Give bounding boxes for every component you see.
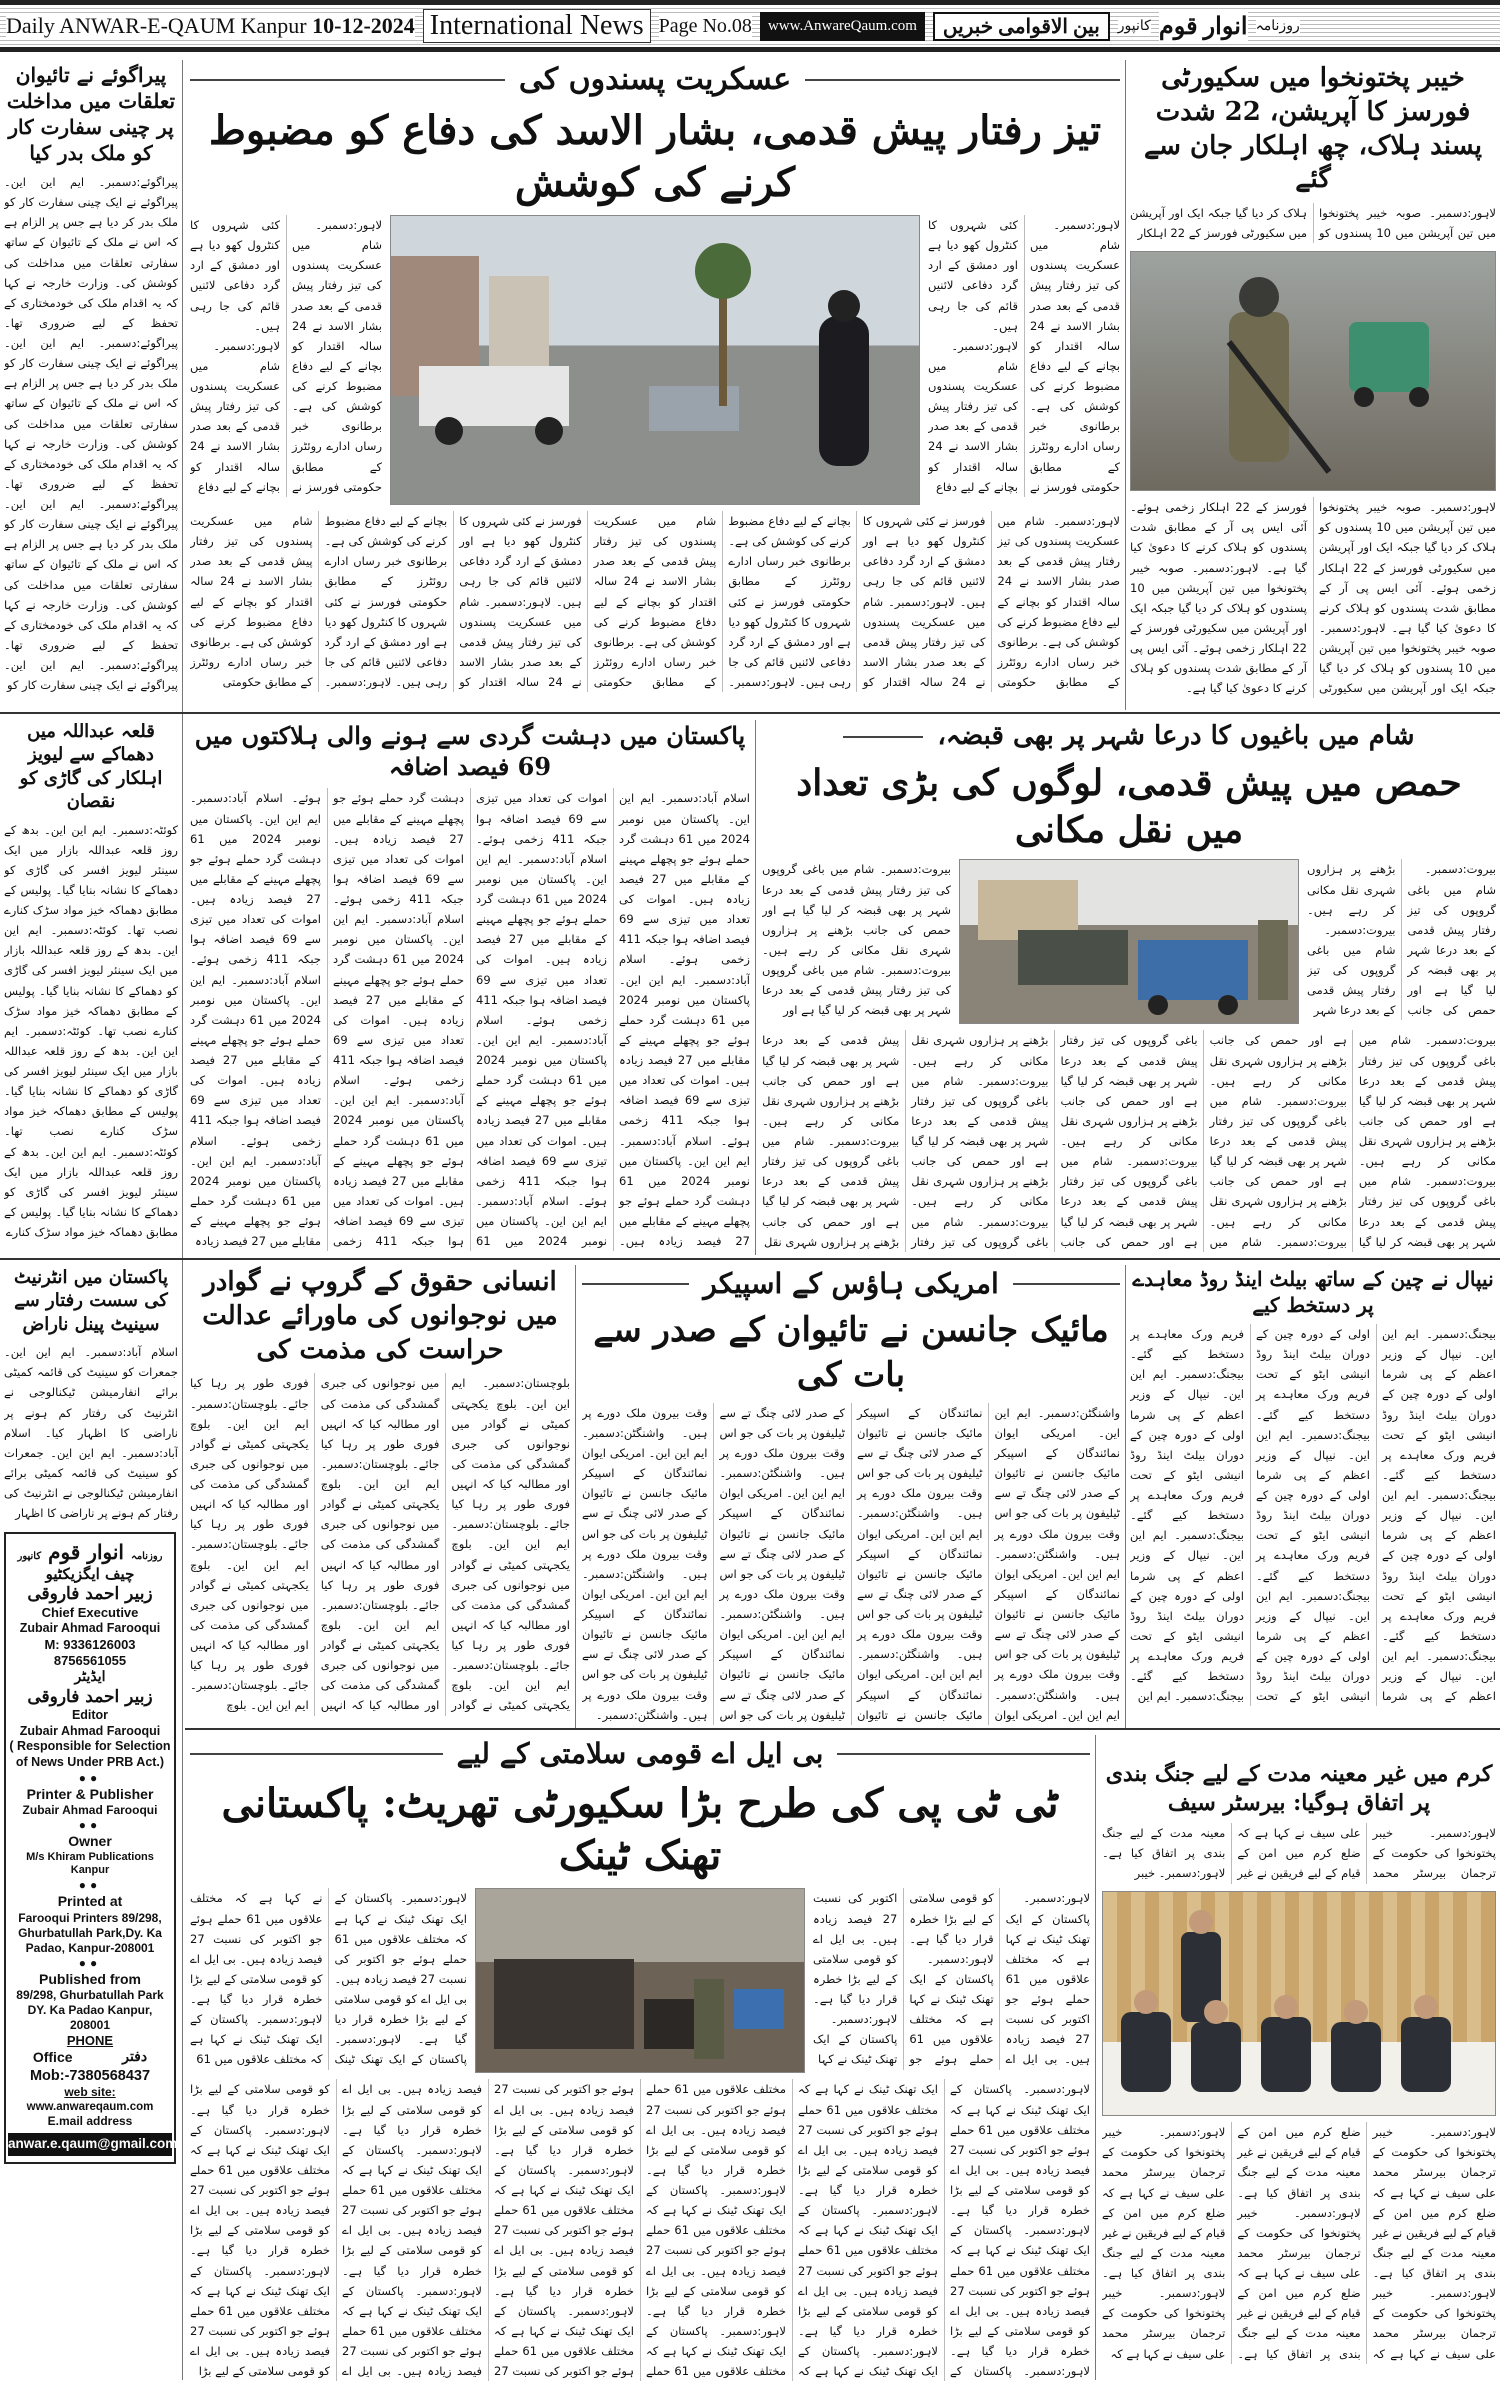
printer-name: Zubair Ahmad Farooqui [22,1803,158,1818]
headline: نیپال نے چین کے ساتھ بیلٹ اینڈ روڈ معاہدے پر دستخط کیے [1132,1267,1494,1317]
daily-urdu: روزنامہ [1255,18,1300,34]
city-urdu: کانپور [1117,18,1151,34]
story-body: لاہور:دسمبر۔ صوبہ خیبر پختونخوا میں تین آپریشن میں 10 پسندوں کو ہلاک کر دیا گیا جبکہ ایک اور آپریشن میں سکیورٹی فورسز کے 22 اہلکار [1130,206,1496,241]
story-body: لاہور:دسمبر۔ خیبر پختونخوا کی حکومت کے ترجمان بیرسٹر محمد علی سیف نے کہا ہے کہ ضلع کرم میں امن کے قیام کے لیے فریقین نے غیر معینہ مدت کے لیے جنگ بندی پر اتفاق کیا ہے۔ لاہور:دسمبر۔ خیبر [1102,1826,1496,1881]
section-title: International News [423,9,651,43]
soldier-photo [1130,251,1496,491]
office-label-urdu: دفتر [122,2049,148,2066]
story-paraguay [4,62,178,707]
story-homs [762,720,1496,1255]
headline: انسانی حقوق کے گروپ نے گوادر میں نوجوانوں کی ماورائے عدالت حراست کی مذمت کی [202,1267,558,1365]
burnt-truck-photo [475,1888,805,2073]
story-gwadar-rights [190,1266,570,1726]
printer-label: Printer & Publisher [26,1785,154,1802]
headline: قلعہ عبداللہ میں دھماکے سے لیویز اہلکار کی گاڑی کو نقصان [19,721,163,813]
story-body: کوئٹہ:دسمبر۔ ایم این این۔ بدھ کے روز قلعہ عبداللہ بازار میں ایک سینئر لیویز افسر کی گاڑی کو دھماکے کا نشانہ بنایا گیا۔ پولیس کے مطابق دھماکہ خیز مواد سڑک کنارے نصب تھا۔ کوئٹہ:دسمبر۔ ایم این این۔ بدھ کے روز قلعہ عبداللہ بازار میں ایک سینئر لیویز افسر کی گاڑی کو دھماکے کا نشانہ بنایا گیا۔ پولیس کے مطابق دھماکہ خیز مواد سڑک کنارے نصب تھا۔ کوئٹہ:دسمبر۔ ایم این این۔ بدھ کے روز قلعہ عبداللہ بازار میں ایک سینئر لیویز افسر کی گاڑی کو دھماکے کا نشانہ بنایا گیا۔ پولیس کے مطابق دھماکہ خیز مواد سڑک کنارے نصب تھا۔ کوئٹہ:دسمبر۔ ایم این این۔ بدھ کے روز قلعہ عبداللہ بازار میں ایک سینئر لیویز افسر کی گاڑی کو دھماکے کا نشانہ بنایا گیا۔ پولیس کے مطابق دھماکہ خیز مواد سڑک کنارے [4,822,178,1240]
masthead-website[interactable]: www.anwareqaum.com [26,2101,154,2113]
website: www.AnwareQaum.com [760,12,925,41]
kicker: بی ایل اے قومی سلامتی کے لیے [456,1737,824,1770]
page-number: Page No.08 [658,14,752,37]
headline: حمص میں پیش قدمی، لوگوں کی بڑی تعداد میں نقل مکانی [796,761,1462,851]
story-body: بیجنگ:دسمبر۔ ایم این این۔ نیپال کے وزیر اعظم کے پی شرما اولی کے دورہ چین کے دوران بیلٹ اینڈ روڈ انیشی ایٹو کے تحت فریم ورک معاہدے پر دستخط کیے گئے۔ بیجنگ:دسمبر۔ ایم این این۔ نیپال کے وزیر اعظم کے پی شرما اولی کے دورہ چین کے دوران بیلٹ اینڈ روڈ انیشی ایٹو کے تحت فریم ورک معاہدے پر دستخط کیے گئے۔ بیجنگ:دسمبر۔ ایم این این۔ نیپال کے وزیر اعظم کے پی شرما اولی کے دورہ چین کے دوران بیلٹ اینڈ روڈ انیشی ایٹو کے تحت فریم ورک معاہدے پر دستخط کیے گئے۔ بیجنگ:دسمبر۔ ایم این این۔ نیپال کے وزیر اعظم کے پی شرما اولی کے دورہ چین کے دوران بیلٹ اینڈ روڈ انیشی ایٹو کے تحت فریم ورک معاہدے پر دستخط کیے گئے۔ بیجنگ:دسمبر۔ ایم این این۔ نیپال کے وزیر اعظم کے پی شرما اولی کے دورہ چین کے دوران بیلٹ اینڈ روڈ انیشی ایٹو کے تحت فریم ورک معاہدے پر دستخط کیے گئے۔ بیجنگ:دسمبر۔ ایم این این۔ نیپال کے وزیر اعظم کے پی شرما اولی کے دورہ چین کے دوران بیلٹ اینڈ روڈ انیشی ایٹو کے تحت فریم ورک معاہدے پر دستخط کیے گئے۔ بیجنگ:دسمبر۔ ایم این این۔ نیپال کے وزیر اعظم کے پی شرما اولی کے دورہ چین کے دوران بیلٹ اینڈ روڈ انیشی ایٹو کے تحت فریم ورک معاہدے پر دستخط کیے گئے۔ بیجنگ:دسمبر۔ ایم این [1130,1327,1496,1704]
headline: تیز رفتار پیش قدمی، بشار الاسد کی دفاع کو مضبوط کرنے کی کوشش [208,107,1102,206]
name-urdu: زبیر احمد فاروقی [27,1583,153,1604]
editor-urdu: ایڈیٹر [74,1669,106,1686]
story-syria-assad [190,60,1120,710]
story-body: لاہور:دسمبر۔ صوبہ خیبر پختونخوا میں تین آپریشن میں 10 پسندوں کو ہلاک کر دیا گیا جبکہ ایک اور آپریشن میں سکیورٹی فورسز کے 22 اہلکار زخمی ہوئے۔ آئی ایس پی آر کے مطابق شدت پسندوں کو ہلاک کرنے کا دعویٰ کیا گیا ہے۔ لاہور:دسمبر۔ صوبہ خیبر پختونخوا میں تین آپریشن میں 10 پسندوں کو ہلاک کر دیا گیا جبکہ ایک اور آپریشن میں سکیورٹی فورسز کے 22 اہلکار زخمی ہوئے۔ آئی ایس پی آر کے مطابق شدت پسندوں کو ہلاک کرنے کا دعویٰ کیا گیا ہے۔ لاہور:دسمبر۔ صوبہ خیبر پختونخوا میں تین آپریشن میں 10 پسندوں کو ہلاک کر دیا گیا جبکہ ایک اور آپریشن میں سکیورٹی فورسز کے 22 اہلکار زخمی ہوئے۔ آئی ایس پی آر کے مطابق شدت پسندوں کو ہلاک کرنے کا دعویٰ کیا گیا ہے۔ [1130,500,1496,696]
story-body: لاہور:دسمبر۔ خیبر پختونخوا کی حکومت کے ترجمان بیرسٹر محمد علی سیف نے کہا ہے کہ ضلع کرم میں امن کے قیام کے لیے فریقین نے غیر معینہ مدت کے لیے جنگ بندی پر اتفاق کیا ہے۔ لاہور:دسمبر۔ خیبر پختونخوا کی حکومت کے ترجمان بیرسٹر محمد علی سیف نے کہا ہے کہ ضلع کرم میں امن کے قیام کے لیے فریقین نے غیر معینہ مدت کے لیے جنگ بندی پر اتفاق کیا ہے۔ لاہور:دسمبر۔ خیبر پختونخوا کی حکومت کے ترجمان بیرسٹر محمد علی سیف نے کہا ہے کہ ضلع کرم میں امن کے قیام کے لیے فریقین نے غیر معینہ مدت کے لیے جنگ بندی پر اتفاق کیا ہے۔ لاہور:دسمبر۔ خیبر پختونخوا کی حکومت کے ترجمان بیرسٹر محمد علی سیف نے کہا ہے کہ ضلع کرم میں امن کے قیام کے لیے فریقین نے غیر معینہ مدت کے لیے جنگ بندی پر اتفاق کیا ہے۔ لاہور:دسمبر۔ خیبر پختونخوا کی حکومت کے ترجمان بیرسٹر محمد علی سیف نے کہا ہے کہ [1102,2125,1496,2361]
story-khyber-operation [1130,62,1496,707]
story-body: لاہور:دسمبر۔ پاکستان کے ایک تھنک ٹینک نے کہا ہے کہ مختلف علاقوں میں 61 حملے ہوئے جو اکتوبر کی نسبت 27 فیصد زیادہ ہیں۔ بی ایل اے کو قومی سلامتی کے لیے بڑا خطرہ قرار دیا گیا ہے۔ لاہور:دسمبر۔ پاکستان کے ایک تھنک ٹینک نے کہا ہے کہ مختلف علاقوں میں 61 حملے ہوئے جو اکتوبر کی نسبت 27 فیصد زیادہ ہیں۔ بی ایل اے کو قومی سلامتی کے لیے بڑا خطرہ قرار دیا گیا ہے۔ لاہور:دسمبر۔ پاکستان کے ایک تھنک ٹینک نے کہا ہے کہ مختلف علاقوں میں 61 [190,1891,467,2067]
chief-exec-urdu: چیف ایگزیکٹیو [45,1565,135,1583]
page-header [0,0,1500,52]
separator-dots: ●● [78,1878,102,1893]
headline: پیراگوئے نے تائیوان تعلقات میں مداخلت پر چینی سفارت کار کو ملک بدر کیا [6,63,176,165]
separator-dots: ●● [78,1955,102,1970]
street-photo [390,215,920,505]
headline: پاکستان میں انٹرنیٹ کی سست رفتار سے سینیٹ پینل ناراض [13,1267,169,1335]
headline: کرم میں غیر معینہ مدت کے لیے جنگ بندی پر اتفاق ہوگیا: بیرسٹر سیف [1105,1761,1493,1816]
headline: خیبر پختونخوا میں سکیورٹی فورسز کا آپریشن، 22 شدت پسند ہلاک، چھ اہلکار جان سے گئے [1143,63,1483,195]
prb-note: ( Responsible for Selection of News Under PRB Act.) [9,1739,171,1769]
story-bla-threat [190,1736,1090,2381]
story-body: بیروت:دسمبر۔ شام میں باغی گروپوں کی تیز رفتار پیش قدمی کے بعد درعا شہر پر بھی قبضہ کر لیا گیا ہے اور حمص کی جانب بڑھنے پر ہزاروں شہری نقل مکانی کر رہے ہیں۔ بیروت:دسمبر۔ شام میں باغی گروپوں کی تیز رفتار پیش قدمی کے بعد درعا شہر پر بھی قبضہ کر لیا گیا ہے اور حمص کی جانب بڑھنے پر ہزاروں شہری نقل مکانی کر رہے ہیں۔ بیروت:دسمبر۔ شام میں باغی گروپوں کی تیز رفتار پیش قدمی کے بعد درعا شہر پر بھی قبضہ کر لیا گیا ہے اور حمص کی جانب بڑھنے پر ہزاروں شہری نقل مکانی کر رہے ہیں۔ بیروت:دسمبر۔ شام میں باغی گروپوں کی تیز رفتار پیش قدمی کے بعد درعا شہر پر بھی قبضہ کر لیا گیا ہے اور حمص کی جانب بڑھنے پر ہزاروں شہری نقل مکانی کر رہے ہیں۔ بیروت:دسمبر۔ شام میں باغی گروپوں کی تیز رفتار پیش قدمی کے بعد درعا شہر پر بھی قبضہ کر لیا گیا ہے اور حمص کی جانب بڑھنے پر ہزاروں شہری نقل مکانی کر رہے ہیں۔ بیروت:دسمبر۔ شام میں باغی گروپوں کی تیز رفتار پیش قدمی کے بعد درعا شہر پر بھی قبضہ کر لیا گیا ہے اور حمص کی جانب بڑھنے پر ہزاروں شہری نقل مکانی کر رہے ہیں۔ بیروت:دسمبر۔ شام میں باغی گروپوں کی تیز رفتار پیش قدمی کے بعد درعا شہر پر بھی قبضہ کر لیا گیا ہے اور حمص کی جانب بڑھنے پر ہزاروں شہری نقل مکانی کر رہے ہیں۔ بیروت:دسمبر۔ شام میں باغی گروپوں کی تیز رفتار پیش قدمی کے بعد درعا شہر پر بھی قبضہ کر لیا گیا ہے اور حمص کی جانب بڑھنے پر ہزاروں شہری نقل [762,1033,1496,1249]
story-body: واشنگٹن:دسمبر۔ ایم این این۔ امریکی ایوان نمائندگان کے اسپیکر مائیک جانسن نے تائیوان کے صدر لائی چنگ تے سے ٹیلیفون پر بات کی جو اس وقت بیرون ملک دورے پر ہیں۔ واشنگٹن:دسمبر۔ ایم این این۔ امریکی ایوان نمائندگان کے اسپیکر مائیک جانسن نے تائیوان کے صدر لائی چنگ تے سے ٹیلیفون پر بات کی جو اس وقت بیرون ملک دورے پر ہیں۔ واشنگٹن:دسمبر۔ ایم این این۔ امریکی ایوان نمائندگان کے اسپیکر مائیک جانسن نے تائیوان کے صدر لائی چنگ تے سے ٹیلیفون پر بات کی جو اس وقت بیرون ملک دورے پر ہیں۔ واشنگٹن:دسمبر۔ ایم این این۔ امریکی ایوان نمائندگان کے اسپیکر مائیک جانسن نے تائیوان کے صدر لائی چنگ تے سے ٹیلیفون پر بات کی جو اس وقت بیرون ملک دورے پر ہیں۔ واشنگٹن:دسمبر۔ ایم این این۔ امریکی ایوان نمائندگان کے اسپیکر مائیک جانسن نے تائیوان کے صدر لائی چنگ تے سے ٹیلیفون پر بات کی جو اس وقت بیرون ملک دورے پر ہیں۔ واشنگٹن:دسمبر۔ ایم این این۔ امریکی ایوان نمائندگان کے اسپیکر مائیک جانسن نے تائیوان کے صدر لائی چنگ تے سے ٹیلیفون پر بات کی جو اس وقت بیرون ملک دورے پر ہیں۔ واشنگٹن:دسمبر۔ ایم این این۔ امریکی ایوان نمائندگان کے اسپیکر مائیک جانسن نے تائیوان کے صدر لائی چنگ تے سے ٹیلیفون پر بات کی جو اس وقت بیرون ملک دورے پر ہیں۔ واشنگٹن:دسمبر۔ ایم این این۔ امریکی ایوان نمائندگان کے اسپیکر مائیک جانسن نے تائیوان کے صدر لائی چنگ تے سے ٹیلیفون پر بات کی جو اس وقت بیرون ملک دورے پر ہیں۔ واشنگٹن:دسمبر۔ ایم این این۔ امریکی ایوان نمائندگان کے اسپیکر مائیک جانسن نے تائیوان کے صدر لائی چنگ تے سے ٹیلیفون پر بات کی جو اس وقت بیرون ملک دورے پر ہیں۔ واشنگٹن:دسمبر۔ [582,1405,1120,1722]
story-body: پیراگوئے:دسمبر۔ ایم این این۔ پیراگوئے نے ایک چینی سفارت کار کو ملک بدر کر دیا ہے جس پر الزام ہے کہ اس نے ملک کے تائیوان کے ساتھ سفارتی تعلقات میں مداخلت کی کوشش کی۔ وزارت خارجہ نے کہا کہ یہ اقدام ملک کی خودمختاری کے تحفظ کے لیے ضروری تھا۔ پیراگوئے:دسمبر۔ ایم این این۔ پیراگوئے نے ایک چینی سفارت کار کو ملک بدر کر دیا ہے جس پر الزام ہے کہ اس نے ملک کے تائیوان کے ساتھ سفارتی تعلقات میں مداخلت کی کوشش کی۔ وزارت خارجہ نے کہا کہ یہ اقدام ملک کی خودمختاری کے تحفظ کے لیے ضروری تھا۔ پیراگوئے:دسمبر۔ ایم این این۔ پیراگوئے نے ایک چینی سفارت کار کو ملک بدر کر دیا ہے جس پر الزام ہے کہ اس نے ملک کے تائیوان کے ساتھ سفارتی تعلقات میں مداخلت کی کوشش کی۔ وزارت خارجہ نے کہا کہ یہ اقدام ملک کی خودمختاری کے تحفظ کے لیے ضروری تھا۔ پیراگوئے:دسمبر۔ ایم این این۔ پیراگوئے نے ایک چینی سفارت کار کو [4,175,178,693]
masthead-box [4,1532,176,2164]
kicker: امریکی ہاؤس کے اسپیکر [703,1267,999,1300]
story-body: اسلام آباد:دسمبر۔ ایم این این۔ پاکستان میں نومبر 2024 میں 61 دہشت گرد حملے ہوئے جو پچھلے مہینے کے مقابلے میں 27 فیصد زیادہ ہیں۔ اموات کی تعداد میں تیزی سے 69 فیصد اضافہ ہوا جبکہ 411 زخمی ہوئے۔ اسلام آباد:دسمبر۔ ایم این این۔ پاکستان میں نومبر 2024 میں 61 دہشت گرد حملے ہوئے جو پچھلے مہینے کے مقابلے میں 27 فیصد زیادہ ہیں۔ اموات کی تعداد میں تیزی سے 69 فیصد اضافہ ہوا جبکہ 411 زخمی ہوئے۔ اسلام آباد:دسمبر۔ ایم این این۔ پاکستان میں نومبر 2024 میں 61 دہشت گرد حملے ہوئے جو پچھلے مہینے کے مقابلے میں 27 فیصد زیادہ ہیں۔ اموات کی تعداد میں تیزی سے 69 فیصد اضافہ ہوا جبکہ 411 زخمی ہوئے۔ اسلام آباد:دسمبر۔ ایم این این۔ پاکستان میں نومبر 2024 میں 61 دہشت گرد حملے ہوئے جو پچھلے مہینے کے مقابلے میں 27 فیصد زیادہ ہیں۔ اموات کی تعداد میں تیزی سے 69 فیصد اضافہ ہوا جبکہ 411 زخمی ہوئے۔ اسلام آباد:دسمبر۔ ایم این این۔ پاکستان میں نومبر 2024 میں 61 دہشت گرد حملے ہوئے جو پچھلے مہینے کے مقابلے میں 27 فیصد زیادہ ہیں۔ اموات کی تعداد میں تیزی سے 69 فیصد اضافہ ہوا جبکہ 411 زخمی ہوئے۔ اسلام آباد:دسمبر۔ ایم این این۔ پاکستان میں نومبر 2024 میں 61 دہشت گرد حملے ہوئے جو پچھلے مہینے کے مقابلے میں 27 فیصد زیادہ ہیں۔ اموات کی تعداد میں تیزی سے 69 فیصد اضافہ ہوا جبکہ 411 زخمی ہوئے۔ اسلام آباد:دسمبر۔ ایم این این۔ پاکستان میں نومبر 2024 میں 61 دہشت گرد حملے ہوئے جو پچھلے مہینے کے مقابلے میں 27 فیصد زیادہ ہیں۔ اموات کی تعداد میں تیزی سے 69 فیصد اضافہ ہوا جبکہ 411 زخمی ہوئے۔ اسلام آباد:دسمبر۔ ایم این این۔ پاکستان میں نومبر 2024 میں 61 دہشت گرد حملے ہوئے جو پچھلے مہینے کے مقابلے میں 27 فیصد زیادہ ہیں۔ اموات کی تعداد میں تیزی سے 69 فیصد اضافہ ہوا جبکہ 411 زخمی ہوئے۔ اسلام آباد:دسمبر۔ ایم این این۔ پاکستان میں نومبر 2024 میں 61 دہشت گرد حملے ہوئے جو پچھلے مہینے کے مقابلے میں 27 فیصد زیادہ ہیں۔ اموات کی تعداد میں تیزی سے 69 فیصد اضافہ ہوا جبکہ 411 زخمی ہوئے۔ اسلام آباد:دسمبر۔ ایم این این۔ پاکستان میں نومبر 2024 میں 61 دہشت گرد حملے ہوئے جو پچھلے مہینے کے مقابلے میں 27 فیصد زیادہ ہیں۔ اموات کی تعداد میں تیزی سے 69 فیصد اضافہ ہوا جبکہ 411 زخمی ہوئے۔ اسلام آباد:دسمبر۔ ایم این این۔ پاکستان میں نومبر 2024 میں 61 دہشت گرد حملے ہوئے جو پچھلے مہینے کے مقابلے میں 27 فیصد زیادہ [190,791,750,1249]
owner-label: Owner [68,1833,112,1850]
masthead-email[interactable]: anwar.e.qaum@gmail.com [8,2133,172,2156]
daily-label: روزنامہ [130,1551,163,1562]
story-body: بیروت:دسمبر۔ شام میں باغی گروپوں کی تیز رفتار پیش قدمی کے بعد درعا شہر پر بھی قبضہ کر لیا گیا ہے اور حمص کی جانب بڑھنے پر ہزاروں شہری نقل مکانی کر رہے ہیں۔ بیروت:دسمبر۔ شام میں باغی گروپوں کی تیز رفتار پیش قدمی کے بعد درعا شہر پر بھی قبضہ کر لیا گیا ہے اور [762,862,951,1018]
paper-name-urdu: انوار قوم [1158,13,1248,40]
story-body: لاہور:دسمبر۔ پاکستان کے ایک تھنک ٹینک نے کہا ہے کہ مختلف علاقوں میں 61 حملے ہوئے جو اکتوبر کی نسبت 27 فیصد زیادہ ہیں۔ بی ایل اے کو قومی سلامتی کے لیے بڑا خطرہ قرار دیا گیا ہے۔ لاہور:دسمبر۔ پاکستان کے ایک تھنک ٹینک نے کہا ہے کہ مختلف علاقوں میں 61 حملے ہوئے جو اکتوبر کی نسبت 27 فیصد زیادہ ہیں۔ بی ایل اے کو قومی سلامتی کے لیے بڑا خطرہ قرار دیا گیا ہے۔ لاہور:دسمبر۔ پاکستان کے ایک تھنک ٹینک نے کہا [813,1891,1090,2067]
office-label: Office [32,2049,73,2066]
email-label: E.mail address [47,2114,133,2129]
chief-exec-label: Chief Executive [41,1605,139,1620]
headline: ٹی ٹی پی کی طرح بڑا سکیورٹی تھریٹ: پاکستانی تھنک ٹینک [221,1780,1059,1880]
paper-name: Daily ANWAR-E-QAUM Kanpur 10-12-2024 [6,13,415,38]
story-mike-johnson [582,1266,1120,1726]
mobile-1: M: 9336126003 [44,1636,136,1652]
story-internet-speed [4,1266,178,1526]
website-label: web site: [64,2085,116,2099]
story-body: لاہور:دسمبر۔ شام میں عسکریت پسندوں کی تیز رفتار پیش قدمی کے بعد صدر بشار الاسد نے 24 سالہ اقتدار کو بچانے کے لیے دفاع مضبوط کرنے کی کوشش کی ہے۔ برطانوی خبر رساں ادارے روئٹرز کے مطابق حکومتی فورسز نے کئی شہروں کا کنٹرول کھو دیا ہے اور دمشق کے ارد گرد دفاعی لائنیں قائم کی جا رہی ہیں۔ لاہور:دسمبر۔ شام میں عسکریت پسندوں کی تیز رفتار پیش قدمی کے بعد صدر بشار الاسد نے 24 سالہ اقتدار کو بچانے کے لیے دفاع مضبوط کرنے کی کوشش کی ہے۔ برطانوی خبر رساں ادارے روئٹرز کے مطابق حکومتی فورسز نے کئی شہروں کا کنٹرول کھو دیا ہے اور دمشق کے ارد گرد دفاعی لائنیں قائم کی جا رہی ہیں۔ لاہور:دسمبر۔ شام میں عسکریت پسندوں کی تیز رفتار پیش قدمی کے بعد صدر بشار الاسد نے 24 سالہ اقتدار کو بچانے کے لیے دفاع مضبوط کرنے کی کوشش کی ہے۔ برطانوی خبر رساں ادارے روئٹرز کے مطابق حکومتی فورسز نے کئی شہروں کا کنٹرول کھو دیا ہے اور دمشق کے ارد گرد دفاعی لائنیں قائم کی جا رہی ہیں۔ لاہور:دسمبر۔ شام میں عسکریت پسندوں کی تیز رفتار پیش قدمی کے بعد صدر بشار الاسد نے 24 سالہ اقتدار کو بچانے کے لیے دفاع مضبوط کرنے کی کوشش کی ہے۔ برطانوی خبر رساں ادارے روئٹرز کے مطابق حکومتی فورسز نے کئی شہروں کا کنٹرول کھو دیا ہے اور دمشق کے ارد گرد دفاعی لائنیں قائم کی جا رہی ہیں۔ لاہور:دسمبر۔ شام میں عسکریت پسندوں کی تیز رفتار پیش قدمی کے بعد صدر بشار الاسد نے 24 سالہ اقتدار کو بچانے کے لیے دفاع مضبوط کرنے کی کوشش کی ہے۔ برطانوی خبر رساں ادارے روئٹرز کے مطابق حکومتی [190,514,1120,689]
paper-logo-urdu: انوار قوم [48,1540,124,1564]
section-title-urdu: بین الاقوامی خبریں [933,12,1110,41]
mobile-2: 8756561055 [53,1653,127,1669]
story-body: لاہور:دسمبر۔ پاکستان کے ایک تھنک ٹینک نے کہا ہے کہ مختلف علاقوں میں 61 حملے ہوئے جو اکتوبر کی نسبت 27 فیصد زیادہ ہیں۔ بی ایل اے کو قومی سلامتی کے لیے بڑا خطرہ قرار دیا گیا ہے۔ لاہور:دسمبر۔ پاکستان کے ایک تھنک ٹینک نے کہا ہے کہ مختلف علاقوں میں 61 حملے ہوئے جو اکتوبر کی نسبت 27 فیصد زیادہ ہیں۔ بی ایل اے کو قومی سلامتی کے لیے بڑا خطرہ قرار دیا گیا ہے۔ لاہور:دسمبر۔ پاکستان کے ایک تھنک ٹینک نے کہا ہے کہ مختلف علاقوں میں 61 حملے ہوئے جو اکتوبر کی نسبت 27 فیصد زیادہ ہیں۔ بی ایل اے کو قومی سلامتی کے لیے بڑا خطرہ قرار دیا گیا ہے۔ لاہور:دسمبر۔ پاکستان کے ایک تھنک ٹینک نے کہا ہے کہ مختلف علاقوں میں 61 حملے ہوئے جو اکتوبر کی نسبت 27 فیصد زیادہ ہیں۔ بی ایل اے کو قومی سلامتی کے لیے بڑا خطرہ قرار دیا گیا ہے۔ لاہور:دسمبر۔ پاکستان کے ایک تھنک ٹینک نے کہا ہے کہ مختلف علاقوں میں 61 حملے ہوئے جو اکتوبر کی نسبت 27 فیصد زیادہ ہیں۔ بی ایل اے کو قومی سلامتی کے لیے بڑا خطرہ قرار دیا گیا ہے۔ لاہور:دسمبر۔ پاکستان کے ایک تھنک ٹینک نے کہا ہے کہ مختلف علاقوں میں 61 حملے ہوئے جو اکتوبر کی نسبت 27 فیصد زیادہ ہیں۔ بی ایل اے کو قومی سلامتی کے لیے بڑا خطرہ قرار دیا گیا ہے۔ لاہور:دسمبر۔ پاکستان کے ایک تھنک ٹینک نے کہا ہے کہ مختلف علاقوں میں 61 حملے ہوئے جو اکتوبر کی نسبت 27 فیصد زیادہ ہیں۔ بی ایل اے کو قومی سلامتی کے لیے بڑا خطرہ قرار دیا گیا ہے۔ لاہور:دسمبر۔ پاکستان کے ایک تھنک ٹینک نے کہا ہے کہ مختلف علاقوں میں 61 حملے ہوئے جو اکتوبر کی نسبت 27 فیصد زیادہ ہیں۔ بی ایل اے کو قومی سلامتی کے لیے بڑا خطرہ قرار دیا گیا ہے۔ لاہور:دسمبر۔ پاکستان کے ایک تھنک ٹینک نے کہا ہے کہ مختلف علاقوں میں 61 حملے ہوئے جو اکتوبر کی نسبت 27 فیصد زیادہ ہیں۔ بی ایل اے کو قومی سلامتی کے لیے بڑا خطرہ قرار دیا گیا ہے۔ لاہور:دسمبر۔ پاکستان کے ایک تھنک ٹینک نے کہا ہے کہ مختلف علاقوں میں 61 حملے ہوئے جو اکتوبر کی نسبت 27 فیصد زیادہ ہیں۔ بی ایل اے کو قومی سلامتی کے لیے بڑا خطرہ قرار دیا گیا ہے۔ لاہور:دسمبر۔ پاکستان کے ایک تھنک ٹینک نے کہا ہے کہ مختلف علاقوں میں 61 حملے ہوئے جو اکتوبر کی نسبت 27 فیصد زیادہ ہیں۔ بی ایل اے کو قومی سلامتی کے لیے بڑا خطرہ قرار دیا گیا ہے۔ لاہور:دسمبر۔ پاکستان کے ایک تھنک ٹینک نے کہا ہے کہ مختلف علاقوں میں 61 حملے ہوئے جو اکتوبر کی نسبت 27 فیصد زیادہ ہیں۔ بی ایل اے کو قومی سلامتی کے لیے بڑا خطرہ قرار دیا گیا ہے۔ لاہور:دسمبر۔ پاکستان کے ایک تھنک ٹینک نے کہا ہے کہ مختلف علاقوں میں 61 حملے ہوئے جو اکتوبر کی نسبت 27 فیصد زیادہ ہیں۔ بی ایل اے کو قومی سلامتی کے لیے بڑا [190,2082,1090,2379]
editor-name-urdu: زبیر احمد فاروقی [27,1686,153,1707]
kicker: شام میں باغیوں کا درعا شہر پر بھی قبضہ، [937,721,1415,751]
city-label: کانپور [17,1551,42,1562]
story-body: اسلام آباد:دسمبر۔ ایم این این۔ جمعرات کو سینیٹ کی قائمہ کمیٹی برائے انفارمیشن ٹیکنالوجی نے انٹرنیٹ کی رفتار کم ہونے پر ناراضی کا اظہار کیا۔ اسلام آباد:دسمبر۔ ایم این این۔ جمعرات کو سینیٹ کی قائمہ کمیٹی برائے انفارمیشن ٹیکنالوجی نے انٹرنیٹ کی رفتار کم ہونے پر ناراضی کا اظہار [4,1345,178,1521]
published-address: 89/298, Ghurbatullah Park DY. Ka Padao Kanpur, 208001 [16,1988,164,2033]
chief-exec-name: Zubair Ahmad Farooqui [19,1621,161,1636]
office-mobile: Mob:-7380568437 [29,2067,151,2084]
headline: پاکستان میں دہشت گردی سے ہونے والی ہلاکتوں میں 69 فیصد اضافہ [194,721,746,782]
story-qila-abdullah [4,720,178,1255]
kicker: عسکریت پسندوں کی [518,62,792,97]
meeting-photo [1102,1891,1496,2116]
editor-label: Editor [71,1708,109,1723]
story-body: لاہور:دسمبر۔ شام میں عسکریت پسندوں کی تیز رفتار پیش قدمی کے بعد صدر بشار الاسد نے 24 سالہ اقتدار کو بچانے کے لیے دفاع مضبوط کرنے کی کوشش کی ہے۔ برطانوی خبر رساں ادارے روئٹرز کے مطابق حکومتی فورسز نے کئی شہروں کا کنٹرول کھو دیا ہے اور دمشق کے ارد گرد دفاعی لائنیں قائم کی جا رہی ہیں۔ لاہور:دسمبر۔ شام میں عسکریت پسندوں کی تیز رفتار پیش قدمی کے بعد صدر بشار الاسد نے 24 سالہ اقتدار کو بچانے کے لیے دفاع [190,218,382,494]
headline: مائیک جانسن نے تائیوان کے صدر سے بات کی [593,1310,1109,1395]
convoy-photo [959,859,1299,1024]
separator-dots: ●● [78,1770,102,1785]
printed-label: Printed at [57,1893,123,1910]
owner-name: M/s Khiram Publications Kanpur [26,1850,154,1877]
separator-dots: ●● [78,1818,102,1833]
story-kurram-ceasefire [1102,1740,1496,2381]
story-body: بیروت:دسمبر۔ شام میں باغی گروپوں کی تیز رفتار پیش قدمی کے بعد درعا شہر پر بھی قبضہ کر لیا گیا ہے اور حمص کی جانب بڑھنے پر ہزاروں شہری نقل مکانی کر رہے ہیں۔ بیروت:دسمبر۔ شام میں باغی گروپوں کی تیز رفتار پیش قدمی کے بعد درعا شہر [1307,862,1496,1018]
story-body: بلوچستان:دسمبر۔ ایم این این۔ بلوچ یکجہتی کمیٹی نے گوادر میں نوجوانوں کی جبری گمشدگی کی مذمت کی اور مطالبہ کیا کہ انہیں فوری طور پر رہا کیا جائے۔ بلوچستان:دسمبر۔ ایم این این۔ بلوچ یکجہتی کمیٹی نے گوادر میں نوجوانوں کی جبری گمشدگی کی مذمت کی اور مطالبہ کیا کہ انہیں فوری طور پر رہا کیا جائے۔ بلوچستان:دسمبر۔ ایم این این۔ بلوچ یکجہتی کمیٹی نے گوادر میں نوجوانوں کی جبری گمشدگی کی مذمت کی اور مطالبہ کیا کہ انہیں فوری طور پر رہا کیا جائے۔ بلوچستان:دسمبر۔ ایم این این۔ بلوچ یکجہتی کمیٹی نے گوادر میں نوجوانوں کی جبری گمشدگی کی مذمت کی اور مطالبہ کیا کہ انہیں فوری طور پر رہا کیا جائے۔ بلوچستان:دسمبر۔ ایم این این۔ بلوچ یکجہتی کمیٹی نے گوادر میں نوجوانوں کی جبری گمشدگی کی مذمت کی اور مطالبہ کیا کہ انہیں فوری طور پر رہا کیا جائے۔ بلوچستان:دسمبر۔ ایم این این۔ بلوچ یکجہتی کمیٹی نے گوادر میں نوجوانوں کی جبری گمشدگی کی مذمت کی اور مطالبہ کیا کہ انہیں فوری طور پر رہا کیا جائے۔ بلوچستان:دسمبر۔ ایم این این۔ بلوچ یکجہتی کمیٹی نے گوادر میں نوجوانوں کی جبری گمشدگی کی مذمت کی اور مطالبہ کیا کہ انہیں فوری طور پر رہا کیا جائے۔ بلوچستان:دسمبر۔ ایم این این۔ بلوچ [190,1376,570,1713]
printed-address: Farooqui Printers 89/298, Ghurbatullah Park,Dy. Ka Padao, Kanpur-208001 [18,1910,162,1955]
published-label: Published from [39,1970,141,1987]
story-nepal-bri [1130,1266,1496,1726]
phone-label: PHONE [66,2033,114,2049]
story-terror-deaths [190,720,750,1255]
story-body: لاہور:دسمبر۔ شام میں عسکریت پسندوں کی تیز رفتار پیش قدمی کے بعد صدر بشار الاسد نے 24 سالہ اقتدار کو بچانے کے لیے دفاع مضبوط کرنے کی کوشش کی ہے۔ برطانوی خبر رساں ادارے روئٹرز کے مطابق حکومتی فورسز نے کئی شہروں کا کنٹرول کھو دیا ہے اور دمشق کے ارد گرد دفاعی لائنیں قائم کی جا رہی ہیں۔ لاہور:دسمبر۔ شام میں عسکریت پسندوں کی تیز رفتار پیش قدمی کے بعد صدر بشار الاسد نے 24 سالہ اقتدار کو بچانے کے لیے دفاع [928,218,1120,494]
editor-name: Zubair Ahmad Farooqui [19,1723,161,1738]
